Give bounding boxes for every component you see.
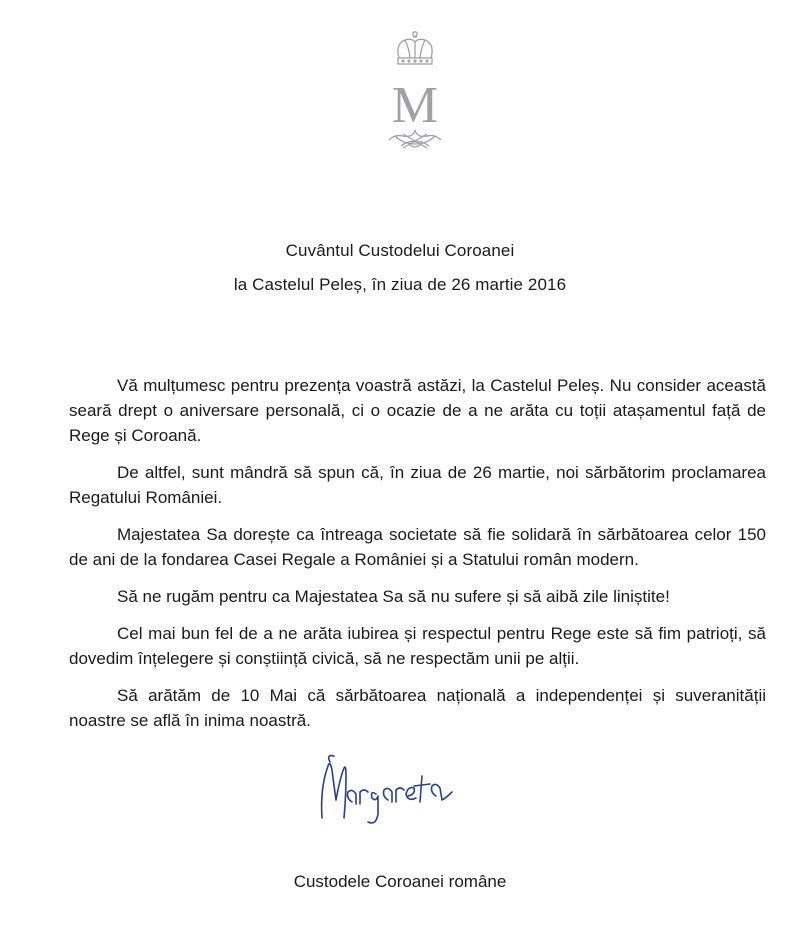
paragraph-4: Să ne rugăm pentru ca Majestatea Sa să nu sufere și să aibă zile liniștite! — [117, 587, 670, 606]
letter-body — [69, 373, 766, 745]
closing-title: Custodele Coroanei române — [293, 872, 507, 891]
handwritten-signature — [316, 748, 466, 838]
royal-monogram-crown-icon — [365, 30, 465, 155]
paragraph-2: De altfel, sunt mândră să spun că, în ziua de 26 martie, noi sărbătorim proclamarea Regatului României. — [69, 463, 766, 507]
paragraph-1: Vă mulțumesc pentru prezența voastră astăzi, la Castelul Peleș. Nu consider această seară drept o aniversare personală, ci o ocazie de a ne arăta cu toții atașamentul față de Rege și Coroană. — [69, 376, 766, 445]
title-line-2: la Castelul Peleș, în ziua de 26 martie 2016 — [233, 275, 567, 294]
svg-text:M: M — [391, 77, 439, 134]
title-line-1: Cuvântul Custodelui Coroanei — [285, 241, 515, 260]
paragraph-3: Majestatea Sa dorește ca întreaga societate să fie solidară în sărbătoarea celor 150 de ani de la fondarea Casei Regale a României și a Statului român modern. — [69, 525, 766, 569]
paragraph-5: Cel mai bun fel de a ne arăta iubirea și respectul pentru Rege este să fim patrioți, să dovedim înțelegere și conștiință civică, să ne respectăm unii pe alții. — [69, 624, 766, 668]
paragraph-6: Să arătăm de 10 Mai că sărbătoarea națională a independenței și suveranității noastre se află în inima noastră. — [69, 686, 766, 730]
